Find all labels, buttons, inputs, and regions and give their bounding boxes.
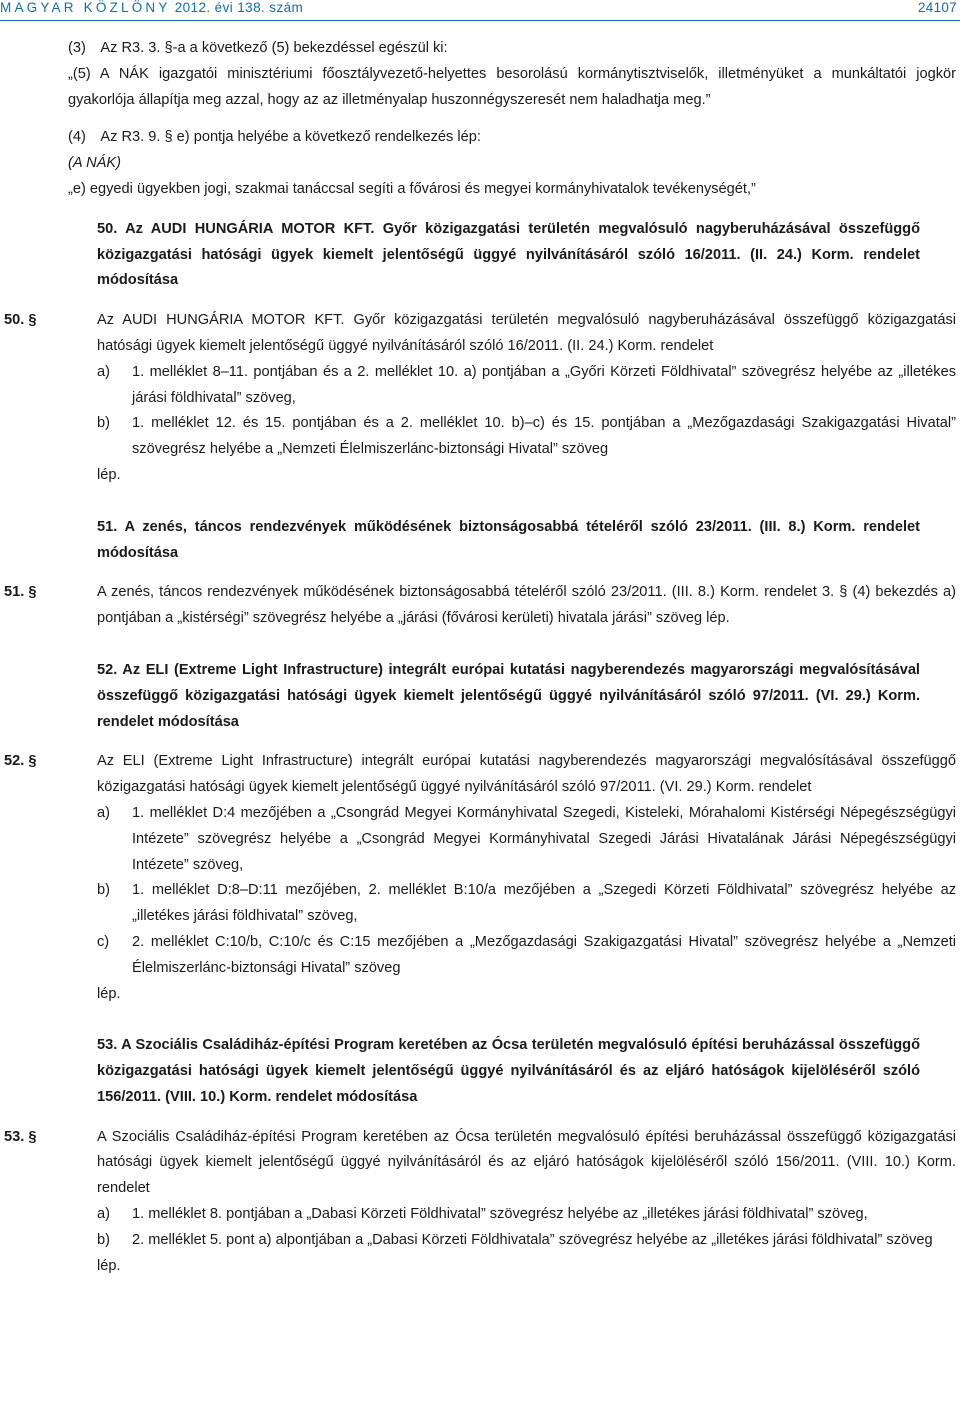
section-53-title: 53. A Szociális Családiház-építési Program keretében az Ócsa területén megvalósuló építési beruházással összefüggő közigazgatási hatósági ügyek kiemelt jelentőségű üggyé nyilvánításáról és az eljáró hatóságok kijelöléséről szóló 156/2011. (VIII. 10.) Korm. rendelet módosítása [97,1037,920,1105]
list-item [0,360,960,412]
section-body: A Szociális Családiház-építési Program keretében az Ócsa területén megvalósuló építési beruházással összefüggő közigazgatási hatósági ügyek kiemelt jelentőségű üggyé nyilvánításáról és az eljáró hatóságok kijelöléséről szóló 156/2011. (VIII. 10.) Korm. rendelet [97,1128,956,1197]
paragraph-3-intro: (3) Az R3. 3. §-a a következő (5) bekezdéssel egészül ki: [68,40,448,56]
list-item [0,411,960,463]
section-number: 53. § [4,1128,37,1145]
section-50-paragraph [0,308,960,360]
paragraph-4-quote: „e) egyedi ügyekben jogi, szakmai tanáccsal segíti a fővárosi és megyei kormányhivatalok tevékenységét,” [68,180,756,197]
item-text: 1. melléklet 12. és 15. pontjában és a 2. melléklet 10. b)–c) és 15. pontjában a „Mezőgazdasági Szakigazgatási Hivatal” szövegrész helyébe a „Nemzeti Élelmiszerlánc-biztonsági Hivatal” szöveg [132,415,956,458]
list-item [0,801,960,878]
item-text: 1. melléklet 8–11. pontjában és a 2. melléklet 10. a) pontjában a „Győri Körzeti Földhivatal” szövegrész helyébe az „illetékes járási földhivatal” szöveg, [132,363,956,406]
paragraph-3-quote: „(5) A NÁK igazgatói minisztériumi főosztályvezető-helyettes besorolású kormánytisztviselők, illetményüket a munkáltatói jogkör gyakorlója állapítja meg azzal, hogy az az illetményalap huszonnégyszeresét nem haladhatja meg.” [68,65,956,108]
section-number: 52. § [4,753,37,770]
section-closing: lép. [97,1257,121,1274]
paragraph-4-intro: (4) Az R3. 9. § e) pontja helyébe a következő rendelkezés lép: [68,129,481,146]
list-item [0,1228,960,1254]
item-label: c) [97,933,110,950]
item-text: 2. melléklet C:10/b, C:10/c és C:15 mezőjében a „Mezőgazdasági Szakigazgatási Hivatal” szövegrész helyébe a „Nemzeti Élelmiszerlánc-biztonsági Hivatal” szöveg [132,933,956,976]
item-label: a) [97,363,110,380]
item-label: b) [97,415,110,432]
item-text: 1. melléklet D:4 mezőjében a „Csongrád Megyei Kormányhivatal Szegedi, Kisteleki, Mórahalomi Kistérségi Népegészségügyi Intézete” szövegrész helyébe a „Csongrád Megyei Kormányhivatal Szegedi Járási Hivatalának Járási Népegészségügyi Intézete” szöveg, [132,804,956,873]
section-closing: lép. [97,466,121,483]
item-text: 2. melléklet 5. pont a) alpontjában a „Dabasi Körzeti Földhivatala” szövegrész helyébe az „illetékes járási földhivatal” szöveg [132,1231,933,1248]
list-item [0,1202,960,1228]
page-header [0,0,960,20]
section-50-title: 50. Az AUDI HUNGÁRIA MOTOR KFT. Győr közigazgatási területén megvalósuló nagyberuházásával összefüggő közigazgatási hatósági ügyek kiemelt jelentőségű üggyé nyilvánításáról szóló 16/2011. (II. 24.) Korm. rendelet módosítása [97,220,920,289]
section-body: Az ELI (Extreme Light Infrastructure) integrált európai kutatási nagyberendezés magyarországi megvalósításával összefüggő közigazgatási hatósági ügyek kiemelt jelentőségű üggyé nyilvánításáról szóló 97/2011. (VI. 29.) Korm. rendelet [97,753,956,796]
issue-label: 2012. évi 138. szám [174,0,304,15]
section-52-title: 52. Az ELI (Extreme Light Infrastructure) integrált európai kutatási nagyberendezés magyarországi megvalósításával összefüggő közigazgatási hatósági ügyek kiemelt jelentőségű üggyé nyilvánításáról szóló 97/2011. (VI. 29.) Korm. rendelet módosítása [97,661,920,730]
spacer [0,203,960,217]
item-label: b) [97,1231,110,1248]
spacer [0,294,960,308]
paragraph-4-context: (A NÁK) [68,155,121,172]
item-label: a) [97,804,110,821]
spacer [0,113,960,125]
item-text: 1. melléklet D:8–D:11 mezőjében, 2. melléklet B:10/a mezőjében a „Szegedi Körzeti Földhivatal” szövegrész helyébe az „illetékes járási földhivatal” szöveg, [132,882,956,925]
item-label: a) [97,1206,110,1223]
item-text: 1. melléklet 8. pontjában a „Dabasi Körzeti Földhivatal” szövegrész helyébe az „illetékes járási földhivatal” szöveg, [132,1206,868,1223]
section-number: 50. § [4,312,37,329]
spacer [0,735,960,749]
section-52-paragraph [0,749,960,801]
section-body: Az AUDI HUNGÁRIA MOTOR KFT. Győr közigazgatási területén megvalósuló nagyberuházásával összefüggő közigazgatási hatósági ügyek kiemelt jelentőségű üggyé nyilvánításáról szóló 16/2011. (II. 24.) Korm. rendelet [97,312,956,354]
section-53-paragraph [0,1125,960,1202]
section-51-paragraph [0,580,960,632]
header-rule [0,20,960,21]
document-body [0,36,960,1279]
section-number: 51. § [4,584,37,601]
spacer [0,1007,960,1033]
spacer [0,632,960,658]
spacer [0,489,960,515]
page-number: 24107 [917,0,957,15]
item-label: b) [97,882,110,899]
list-item [0,930,960,982]
section-51-title: 51. A zenés, táncos rendezvények működésének biztonságosabbá tételéről szóló 23/2011. (III. 8.) Korm. rendelet módosítása [97,518,920,561]
list-item [0,878,960,930]
spacer [0,1111,960,1125]
journal-title: MAGYAR KÖZLÖNY [0,0,171,15]
spacer [0,566,960,580]
section-body: A zenés, táncos rendezvények működésének biztonságosabbá tételéről szóló 23/2011. (III. 8.) Korm. rendelet 3. § (4) bekezdés a) pontjában a „kistérségi” szövegrész helyébe a „járási (fővárosi kerületi) hivatala járási” szöveg lép. [97,584,956,627]
header-journal-issue [0,0,303,16]
section-closing: lép. [97,985,121,1002]
